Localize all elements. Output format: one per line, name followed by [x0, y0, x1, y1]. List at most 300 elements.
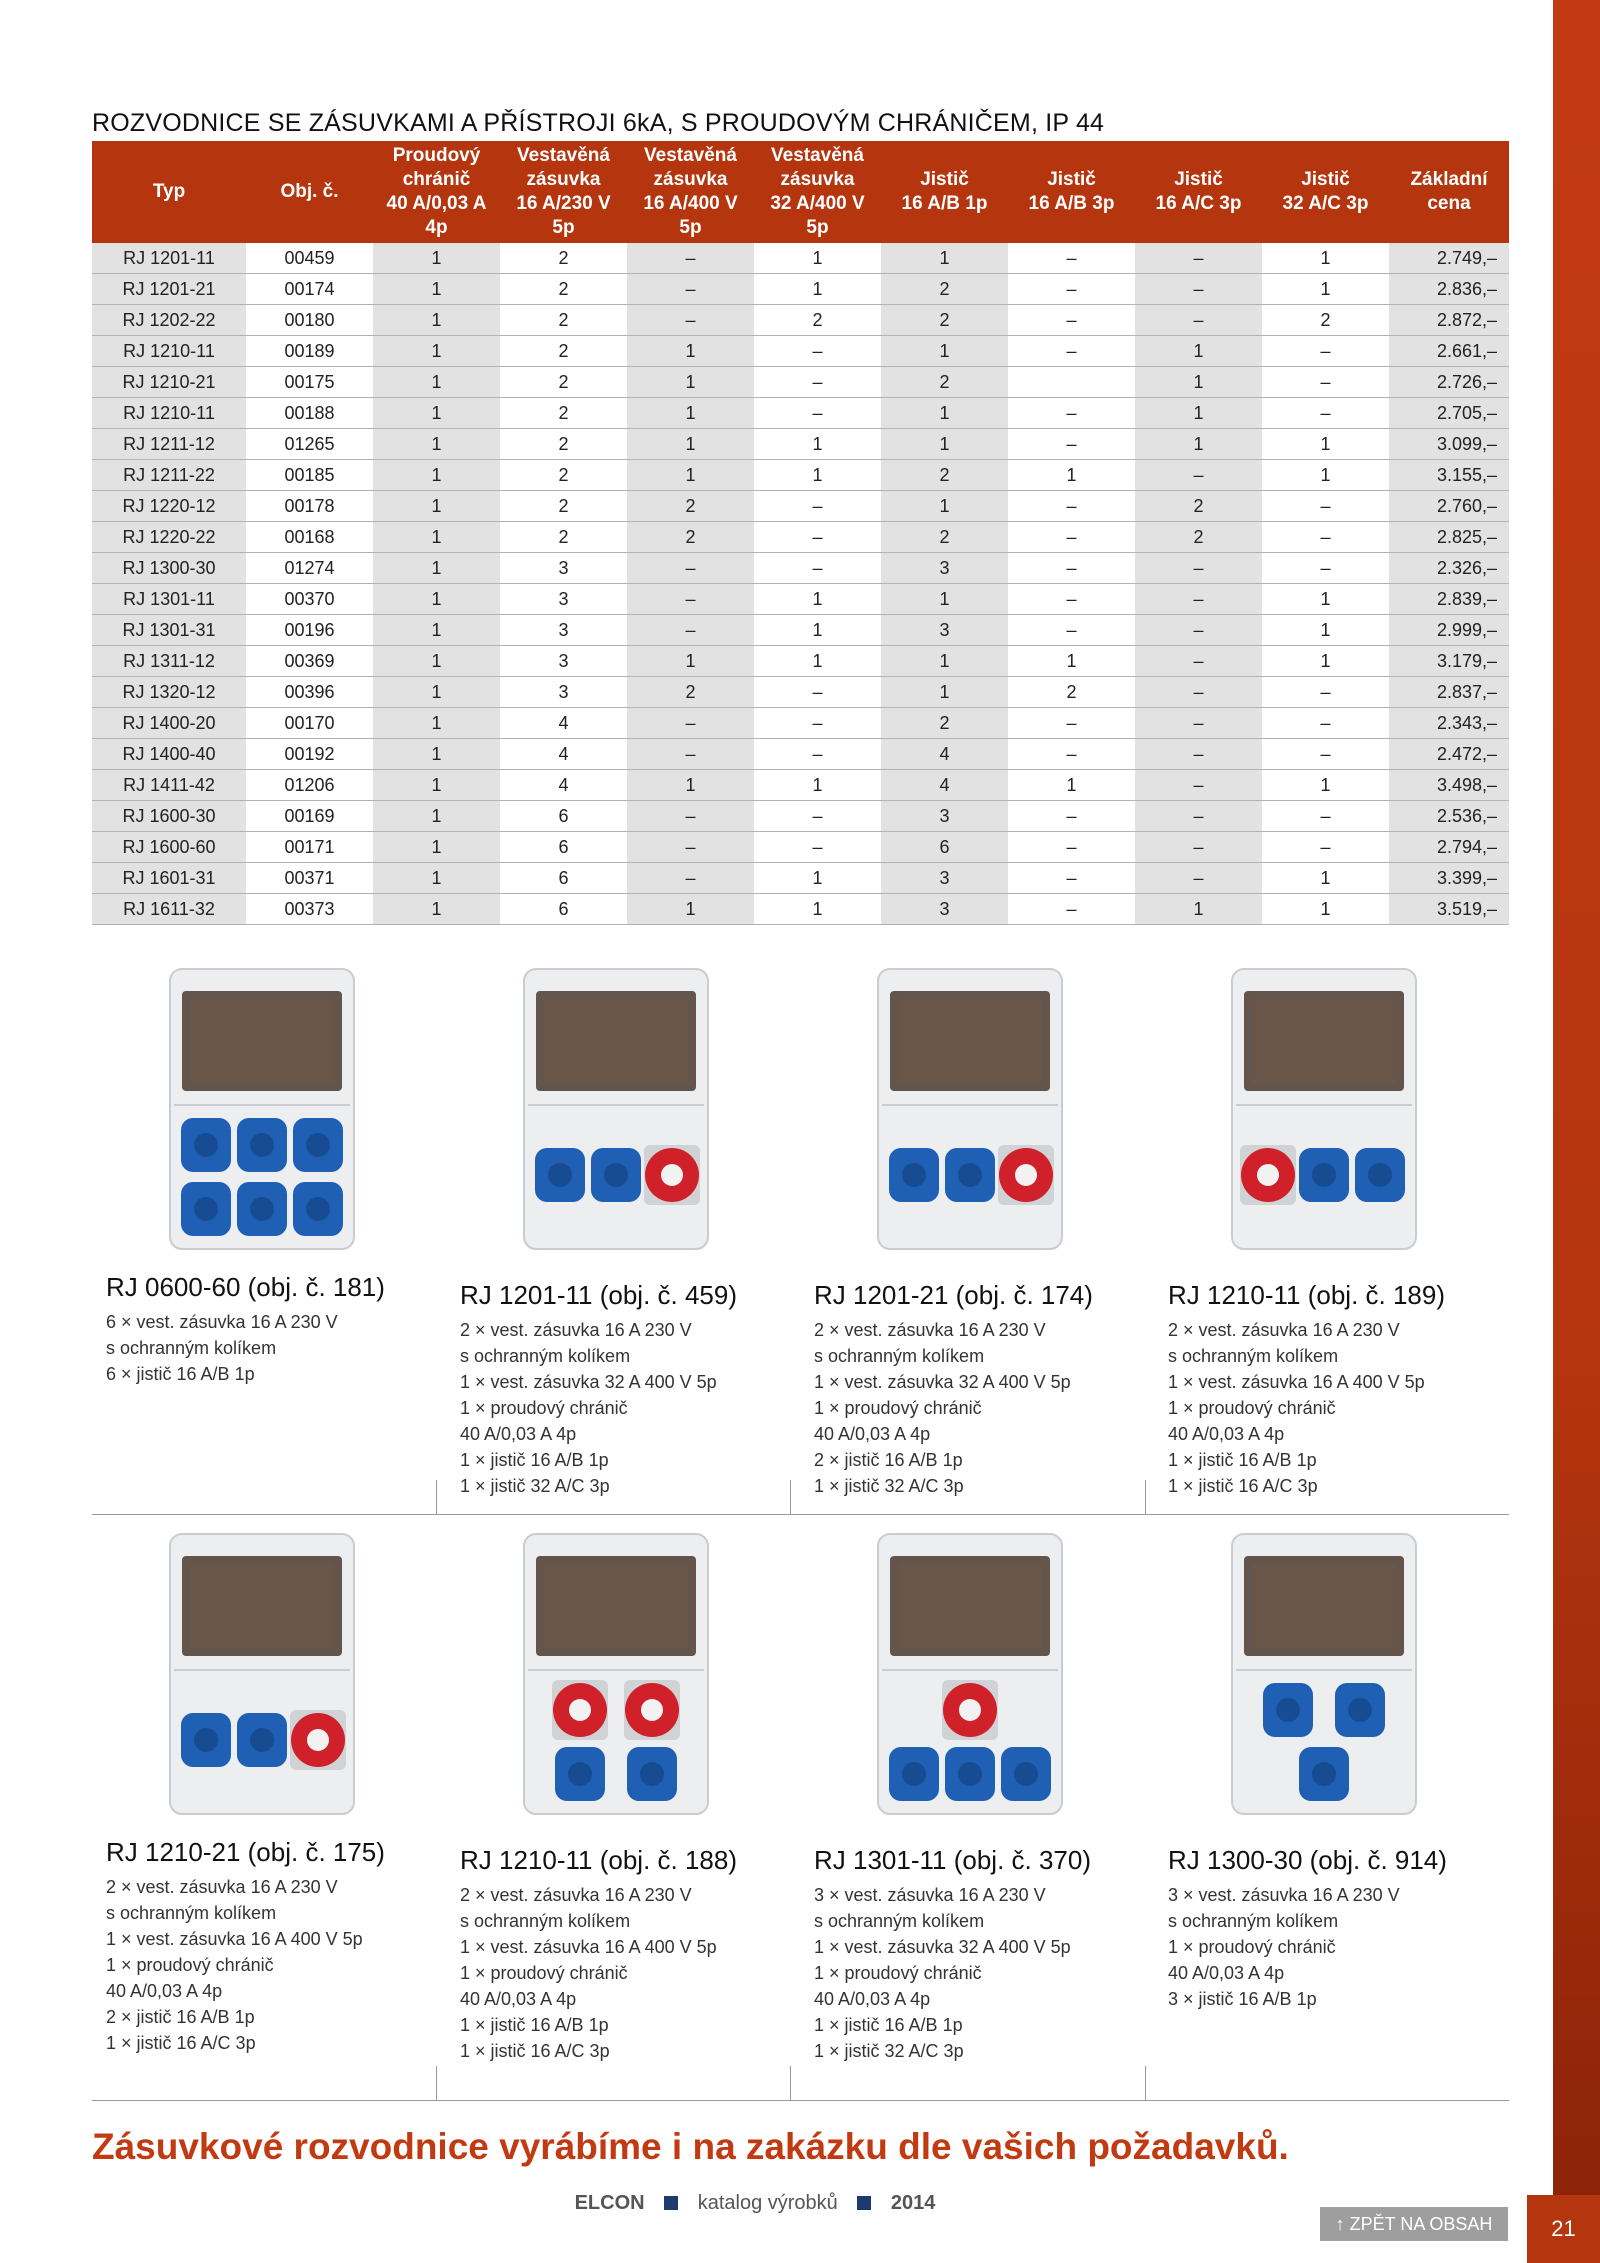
table-cell: RJ 1600-60 [92, 832, 246, 863]
table-cell: – [627, 708, 754, 739]
table-cell: – [1262, 553, 1389, 584]
column-divider [790, 1480, 791, 1514]
column-divider [1145, 1480, 1146, 1514]
column-header-line: 4p [425, 217, 448, 238]
product-name: RJ 1210-11 (obj. č. 188) [460, 1845, 737, 1875]
table-cell: – [1008, 274, 1135, 305]
table-cell: 1 [627, 367, 754, 398]
table-cell: – [627, 739, 754, 770]
table-cell: – [1008, 429, 1135, 460]
description-line: 6 × vest. zásuvka 16 A 230 V [106, 1312, 338, 1332]
column-header-line: Typ [152, 181, 186, 202]
blue-socket-icon [181, 1713, 231, 1767]
table-cell: 2 [500, 336, 627, 367]
column-header-line: Vestavěná [644, 145, 737, 166]
table-cell: 00178 [246, 491, 373, 522]
description-line: 1 × jistič 16 A/C 3p [1168, 1476, 1318, 1496]
table-cell: 2.343,– [1389, 708, 1509, 739]
table-cell: – [627, 615, 754, 646]
table-cell: 00373 [246, 894, 373, 925]
product-image [1214, 965, 1434, 1255]
table-cell: 2 [881, 305, 1008, 336]
product-description [460, 1882, 717, 2064]
table-cell: – [754, 708, 881, 739]
table-cell: 00168 [246, 522, 373, 553]
table-cell: 1 [881, 336, 1008, 367]
table-cell: 1 [627, 336, 754, 367]
table-row [92, 646, 1509, 677]
table-row [92, 243, 1509, 274]
table-cell: 1 [627, 429, 754, 460]
column-divider [436, 1480, 437, 1514]
blue-socket-icon [555, 1747, 605, 1801]
table-cell: – [1135, 584, 1262, 615]
table-row [92, 274, 1509, 305]
table-cell: 2.749,– [1389, 243, 1509, 274]
product-name: RJ 0600-60 (obj. č. 181) [106, 1272, 385, 1302]
column-header-line: Vestavěná [771, 145, 864, 166]
table-cell: 1 [373, 801, 500, 832]
blue-socket-icon [181, 1118, 231, 1172]
square-icon [857, 2196, 871, 2210]
table-cell: RJ 1220-12 [92, 491, 246, 522]
table-row [92, 894, 1509, 925]
table-cell: – [1262, 367, 1389, 398]
table-cell: – [1135, 832, 1262, 863]
table-cell: 1 [881, 398, 1008, 429]
table-cell: – [1008, 739, 1135, 770]
description-line: 1 × jistič 16 A/B 1p [814, 2015, 963, 2035]
description-line: 1 × jistič 16 A/B 1p [1168, 1450, 1317, 1470]
table-cell: 2.726,– [1389, 367, 1509, 398]
table-cell: 3 [500, 584, 627, 615]
table-cell: 00371 [246, 863, 373, 894]
table-cell: – [627, 801, 754, 832]
table-cell: – [1135, 739, 1262, 770]
section-divider [92, 1514, 1509, 1515]
table-cell: 1 [754, 429, 881, 460]
table-cell: 1 [881, 243, 1008, 274]
back-to-contents-button[interactable]: ↑ ZPĚT NA OBSAH [1320, 2207, 1508, 2241]
table-cell: 1 [1262, 274, 1389, 305]
table-cell: 00180 [246, 305, 373, 336]
table-cell: RJ 1601-31 [92, 863, 246, 894]
column-header-line: Jistič [1301, 169, 1350, 190]
description-line: s ochranným kolíkem [1168, 1911, 1339, 1931]
description-line: 1 × proudový chránič [460, 1398, 628, 1418]
table-cell: 1 [627, 770, 754, 801]
table-cell: 2.836,– [1389, 274, 1509, 305]
table-cell: – [754, 398, 881, 429]
red-socket-icon [998, 1145, 1054, 1205]
table-cell: RJ 1600-30 [92, 801, 246, 832]
description-line: 1 × jistič 32 A/C 3p [460, 1476, 610, 1496]
table-cell: 4 [881, 739, 1008, 770]
table-cell: 1 [1135, 429, 1262, 460]
description-line: 1 × jistič 16 A/C 3p [106, 2033, 256, 2053]
slogan: Zásuvkové rozvodnice vyrábíme i na zakázku dle vašich požadavků. [92, 2126, 1289, 2167]
table-cell: – [1008, 708, 1135, 739]
table-row [92, 336, 1509, 367]
table-cell: 1 [1135, 894, 1262, 925]
table-cell: 00396 [246, 677, 373, 708]
column-header-line: 40 A/0,03 A [386, 193, 487, 214]
table-cell: RJ 1611-32 [92, 894, 246, 925]
table-row [92, 708, 1509, 739]
table-cell: 2 [1008, 677, 1135, 708]
table-cell: 2.794,– [1389, 832, 1509, 863]
table-cell: – [1008, 398, 1135, 429]
table-cell: – [1135, 708, 1262, 739]
description-line: 40 A/0,03 A 4p [1168, 1963, 1285, 1983]
table-cell: – [1262, 491, 1389, 522]
red-socket-icon [644, 1145, 700, 1205]
table-cell: 3.498,– [1389, 770, 1509, 801]
table-cell: 1 [1008, 460, 1135, 491]
description-line: 1 × proudový chránič [460, 1963, 628, 1983]
footer-text: katalog výrobků [697, 2192, 838, 2214]
table-cell: – [627, 832, 754, 863]
column-header [246, 141, 373, 243]
description-line: 3 × jistič 16 A/B 1p [1168, 1989, 1317, 2009]
table-cell: 00171 [246, 832, 373, 863]
description-line: 40 A/0,03 A 4p [460, 1989, 577, 2009]
column-header [1389, 141, 1509, 243]
description-line: 1 × proudový chránič [106, 1955, 274, 1975]
column-header-line: 16 A/230 V [516, 193, 611, 214]
table-row [92, 584, 1509, 615]
page-title: ROZVODNICE SE ZÁSUVKAMI A PŘÍSTROJI 6kA, S PROUDOVÝM CHRÁNIČEM, IP 44 [92, 109, 1105, 137]
table-cell: RJ 1400-40 [92, 739, 246, 770]
table-cell: 2 [500, 491, 627, 522]
footer-brand: ELCON [574, 2192, 645, 2214]
column-header [1262, 141, 1389, 243]
table-cell: – [1262, 522, 1389, 553]
table-cell: 3 [881, 894, 1008, 925]
table-cell: 00175 [246, 367, 373, 398]
table-cell: – [627, 584, 754, 615]
table-cell: RJ 1220-22 [92, 522, 246, 553]
table-cell: 1 [373, 615, 500, 646]
sidebar-accent-bar [1553, 0, 1600, 2263]
product-image [506, 965, 726, 1255]
table-cell: 2 [500, 367, 627, 398]
table-cell: 1 [881, 646, 1008, 677]
table-cell: RJ 1211-12 [92, 429, 246, 460]
product-name: RJ 1201-21 (obj. č. 174) [814, 1280, 1093, 1310]
table-cell: – [754, 739, 881, 770]
description-line: 1 × jistič 16 A/B 1p [460, 2015, 609, 2035]
table-row [92, 460, 1509, 491]
blue-socket-icon [1299, 1747, 1349, 1801]
table-cell: – [1262, 677, 1389, 708]
table-cell: – [1008, 522, 1135, 553]
table-cell: 2.661,– [1389, 336, 1509, 367]
table-row [92, 491, 1509, 522]
table-cell: 2.472,– [1389, 739, 1509, 770]
table-cell: 2 [500, 522, 627, 553]
column-header-line: 16 A/400 V [643, 193, 738, 214]
column-divider [1145, 2066, 1146, 2100]
table-row [92, 522, 1509, 553]
table-cell: RJ 1210-11 [92, 336, 246, 367]
table-cell: 2 [881, 274, 1008, 305]
product-image [506, 1530, 726, 1820]
column-header-line: Proudový [392, 145, 481, 166]
product-description [814, 1882, 1071, 2064]
table-cell: 00188 [246, 398, 373, 429]
table-cell: – [627, 243, 754, 274]
table-cell: RJ 1301-31 [92, 615, 246, 646]
table-cell: – [1135, 677, 1262, 708]
description-line: 6 × jistič 16 A/B 1p [106, 1364, 255, 1384]
description-line: s ochranným kolíkem [814, 1911, 985, 1931]
table-cell: 1 [373, 646, 500, 677]
table-cell: 2.872,– [1389, 305, 1509, 336]
table-cell: 00170 [246, 708, 373, 739]
column-header-line: 16 A/B 1p [901, 193, 988, 214]
column-header [373, 141, 500, 243]
table-cell: 2.326,– [1389, 553, 1509, 584]
table-cell: 1 [373, 367, 500, 398]
table-cell: – [754, 677, 881, 708]
table-cell: 2 [627, 677, 754, 708]
table-cell: 1 [1008, 646, 1135, 677]
table-cell: 1 [373, 677, 500, 708]
table-cell: 00459 [246, 243, 373, 274]
column-divider [436, 2066, 437, 2100]
column-header-line: Jistič [1174, 169, 1223, 190]
column-header-line: chránič [402, 169, 471, 190]
table-cell: 3.399,– [1389, 863, 1509, 894]
table-cell: 1 [1262, 429, 1389, 460]
table-cell: 1 [627, 398, 754, 429]
table-cell: 6 [500, 801, 627, 832]
column-header-line: 5p [806, 217, 829, 238]
column-header [1008, 141, 1135, 243]
table-cell: RJ 1411-42 [92, 770, 246, 801]
red-socket-icon [552, 1680, 608, 1740]
table-cell: 3 [500, 553, 627, 584]
table-cell: 4 [500, 770, 627, 801]
description-line: 1 × jistič 32 A/C 3p [814, 1476, 964, 1496]
table-header-row [92, 141, 1509, 243]
table-cell: 00370 [246, 584, 373, 615]
description-line: 1 × vest. zásuvka 32 A 400 V 5p [814, 1372, 1071, 1392]
description-line: 2 × jistič 16 A/B 1p [814, 1450, 963, 1470]
table-cell: 3 [881, 615, 1008, 646]
table-cell: 1 [627, 460, 754, 491]
table-cell: – [1008, 491, 1135, 522]
table-cell: 3 [881, 863, 1008, 894]
table-cell: 1 [1262, 584, 1389, 615]
blue-socket-icon [237, 1118, 287, 1172]
table-cell: 1 [373, 243, 500, 274]
table-cell: 2.705,– [1389, 398, 1509, 429]
table-cell: – [1135, 553, 1262, 584]
table-cell: 00189 [246, 336, 373, 367]
table-cell: 3.155,– [1389, 460, 1509, 491]
description-line: 3 × vest. zásuvka 16 A 230 V [1168, 1885, 1400, 1905]
table-cell: 00185 [246, 460, 373, 491]
column-header-line: 16 A/B 3p [1028, 193, 1115, 214]
table-cell: 2 [1135, 522, 1262, 553]
blue-socket-icon [591, 1148, 641, 1202]
table-cell: 1 [373, 863, 500, 894]
table-row [92, 863, 1509, 894]
table-row [92, 801, 1509, 832]
description-line: 1 × vest. zásuvka 32 A 400 V 5p [814, 1937, 1071, 1957]
column-header [1135, 141, 1262, 243]
table-cell: 3 [500, 646, 627, 677]
table-cell: 1 [754, 646, 881, 677]
description-line: 1 × vest. zásuvka 16 A 400 V 5p [460, 1937, 717, 1957]
table-cell: – [1008, 615, 1135, 646]
column-header-line: 5p [552, 217, 575, 238]
description-line: 1 × proudový chránič [1168, 1937, 1336, 1957]
table-cell: 1 [373, 584, 500, 615]
table-cell: 1 [1135, 398, 1262, 429]
table-cell: 1 [881, 677, 1008, 708]
blue-socket-icon [1263, 1683, 1313, 1737]
table-cell: 1 [373, 336, 500, 367]
section-divider [92, 2100, 1509, 2101]
table-cell: 2.837,– [1389, 677, 1509, 708]
description-line: s ochranným kolíkem [106, 1903, 277, 1923]
column-header-line: zásuvka [526, 169, 601, 190]
product-description [460, 1317, 717, 1499]
table-cell: – [1008, 243, 1135, 274]
table-cell: 2.999,– [1389, 615, 1509, 646]
table-cell: – [1135, 305, 1262, 336]
table-cell: 2 [500, 305, 627, 336]
table-cell: 1 [754, 274, 881, 305]
table-row [92, 398, 1509, 429]
column-header [627, 141, 754, 243]
table-cell: 1 [881, 491, 1008, 522]
table-cell: 1 [881, 584, 1008, 615]
table-cell: 1 [373, 770, 500, 801]
column-header [754, 141, 881, 243]
table-cell: – [1135, 646, 1262, 677]
table-cell: – [754, 553, 881, 584]
table-cell: 2 [627, 522, 754, 553]
table-cell: 4 [500, 708, 627, 739]
table-cell: 01206 [246, 770, 373, 801]
table-cell [1008, 367, 1135, 398]
column-header-line: 16 A/C 3p [1155, 193, 1242, 214]
table-cell: – [1262, 739, 1389, 770]
column-header-line: 32 A/400 V [770, 193, 865, 214]
table-cell: RJ 1320-12 [92, 677, 246, 708]
description-line: 2 × jistič 16 A/B 1p [106, 2007, 255, 2027]
product-image [860, 965, 1080, 1255]
column-header-line: 32 A/C 3p [1282, 193, 1369, 214]
table-cell: 1 [1262, 646, 1389, 677]
table-cell: – [1135, 460, 1262, 491]
table-cell: – [1008, 894, 1135, 925]
blue-socket-icon [1335, 1683, 1385, 1737]
description-line: 40 A/0,03 A 4p [814, 1424, 931, 1444]
table-cell: 2 [881, 522, 1008, 553]
table-cell: – [1008, 863, 1135, 894]
table-cell: – [627, 553, 754, 584]
blue-socket-icon [293, 1118, 343, 1172]
table-cell: 1 [373, 553, 500, 584]
table-cell: 2 [881, 367, 1008, 398]
table-cell: 3 [500, 615, 627, 646]
table-cell: 2.536,– [1389, 801, 1509, 832]
table-cell: 1 [627, 646, 754, 677]
table-cell: 6 [500, 832, 627, 863]
table-cell: – [1008, 801, 1135, 832]
blue-socket-icon [1001, 1747, 1051, 1801]
table-cell: RJ 1400-20 [92, 708, 246, 739]
table-cell: 3.099,– [1389, 429, 1509, 460]
column-header-line: zásuvka [780, 169, 855, 190]
description-line: 2 × vest. zásuvka 16 A 230 V [106, 1877, 338, 1897]
column-header-line: cena [1427, 193, 1471, 214]
description-line: s ochranným kolíkem [460, 1911, 631, 1931]
table-cell: RJ 1311-12 [92, 646, 246, 677]
table-cell: 1 [373, 522, 500, 553]
table-cell: RJ 1300-30 [92, 553, 246, 584]
table-cell: 1 [373, 429, 500, 460]
table-cell: – [627, 305, 754, 336]
blue-socket-icon [627, 1747, 677, 1801]
column-header-line: Obj. č. [280, 181, 339, 202]
column-header-line: Jistič [1047, 169, 1096, 190]
product-image [1214, 1530, 1434, 1820]
table-cell: – [754, 522, 881, 553]
blue-socket-icon [889, 1747, 939, 1801]
table-cell: RJ 1201-11 [92, 243, 246, 274]
red-socket-icon [1240, 1145, 1296, 1205]
description-line: 1 × proudový chránič [814, 1398, 982, 1418]
table-row [92, 677, 1509, 708]
table-cell: 1 [373, 832, 500, 863]
table-cell: 1 [373, 274, 500, 305]
description-line: s ochranným kolíkem [460, 1346, 631, 1366]
table-cell: 2 [500, 398, 627, 429]
table-cell: 00174 [246, 274, 373, 305]
table-cell: 2 [1135, 491, 1262, 522]
table-cell: 1 [754, 770, 881, 801]
table-cell: RJ 1211-22 [92, 460, 246, 491]
description-line: 2 × vest. zásuvka 16 A 230 V [460, 1885, 692, 1905]
blue-socket-icon [889, 1148, 939, 1202]
table-cell: 1 [754, 615, 881, 646]
table-cell: RJ 1301-11 [92, 584, 246, 615]
table-cell: 1 [1262, 770, 1389, 801]
table-cell: 00169 [246, 801, 373, 832]
description-line: 40 A/0,03 A 4p [814, 1989, 931, 2009]
table-cell: – [1135, 615, 1262, 646]
table-cell: 1 [373, 894, 500, 925]
table-cell: – [1135, 770, 1262, 801]
table-cell: 1 [373, 398, 500, 429]
table-cell: 2 [500, 460, 627, 491]
table-cell: – [1135, 863, 1262, 894]
table-cell: 3 [500, 677, 627, 708]
description-line: s ochranným kolíkem [1168, 1346, 1339, 1366]
table-cell: 1 [373, 739, 500, 770]
description-line: 1 × vest. zásuvka 32 A 400 V 5p [460, 1372, 717, 1392]
table-cell: – [754, 832, 881, 863]
column-header-line: Jistič [920, 169, 969, 190]
footer-year: 2014 [890, 2192, 936, 2214]
description-line: 3 × vest. zásuvka 16 A 230 V [814, 1885, 1046, 1905]
